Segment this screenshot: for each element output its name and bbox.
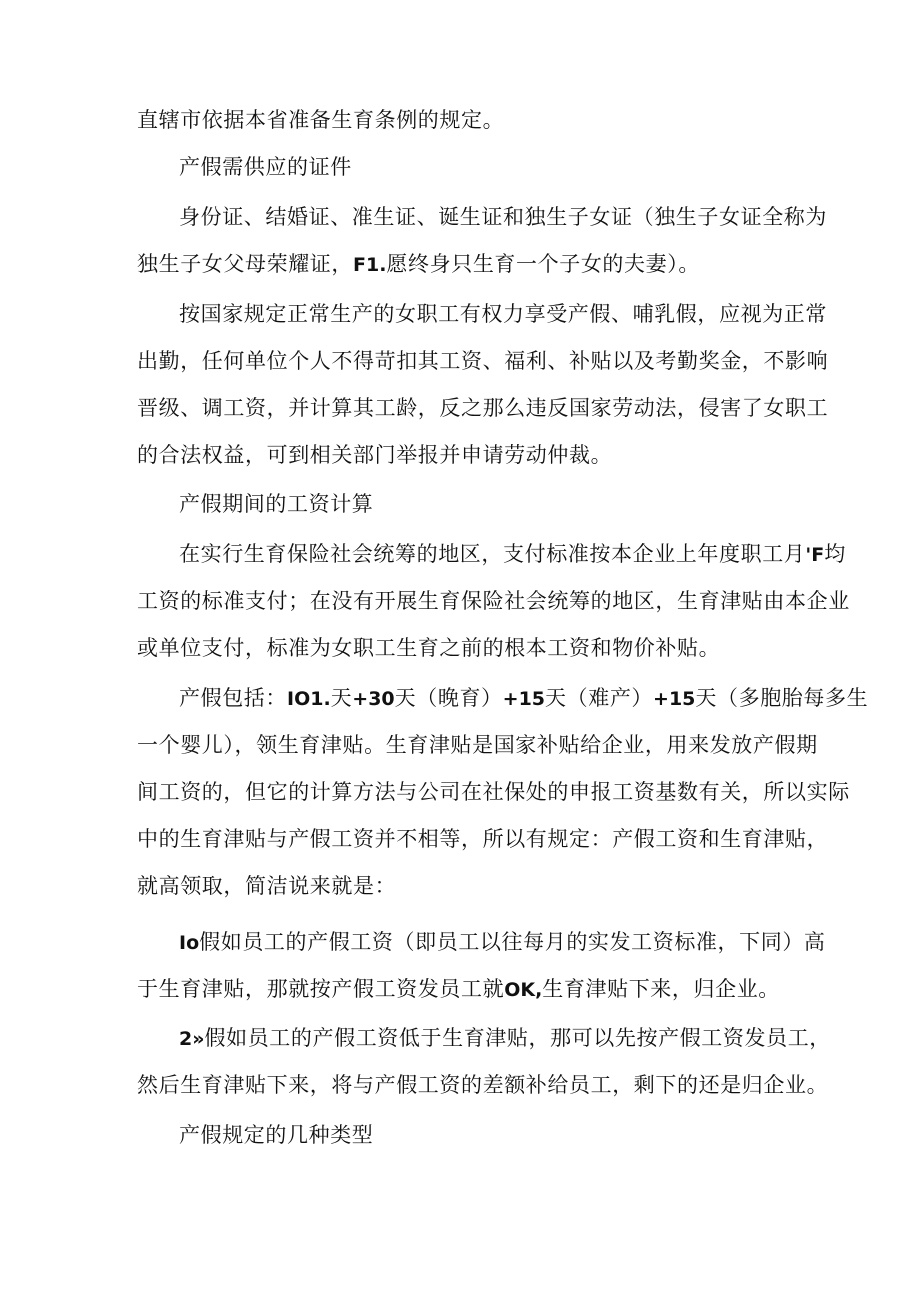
paragraph-line: 按国家规定正常生产的女职工有权力享受产假、哺乳假，应视为正常	[179, 302, 827, 326]
paragraph-line: 一个婴儿），领生育津贴。生育津贴是国家补贴给企业，用来发放产假期	[137, 733, 818, 757]
paragraph-line: 于生育津贴，那就按产假工资发员工就OK,生育津贴下来，归企业。	[137, 977, 780, 1001]
paragraph-line: 2»假如员工的产假工资低于生育津贴，那可以先按产假工资发员工，	[179, 1026, 831, 1050]
paragraph-line: 独生子女父母荣耀证，F1.愿终身只生育一个子女的夫妻）。	[137, 252, 700, 276]
paragraph-line: 晋级、调工资，并计算其工龄，反之那么违反国家劳动法，侵害了女职工	[137, 396, 829, 420]
paragraph-line: 就高领取，简洁说来就是：	[137, 874, 397, 898]
paragraph-line: 或单位支付，标准为女职工生育之前的根本工资和物价补贴。	[137, 636, 721, 660]
section-heading-documents: 产假需供应的证件	[179, 155, 352, 179]
paragraph-line: 产假包括：IO1.天+30天（晚育）+15天（难产）+15天（多胞胎每多生	[179, 686, 869, 710]
paragraph-line: 然后生育津贴下来，将与产假工资的差额补给员工，剩下的还是归企业。	[137, 1073, 829, 1097]
paragraph-line: 出勤，任何单位个人不得苛扣其工资、福利、补贴以及考勤奖金，不影响	[137, 349, 829, 373]
paragraph-line: 的合法权益，可到相关部门举报并申请劳动仲裁。	[137, 443, 613, 467]
paragraph-line: 在实行生育保险社会统筹的地区，支付标准按本企业上年度职工月'F均	[179, 542, 846, 566]
section-heading-wage-calculation: 产假期间的工资计算	[179, 492, 374, 516]
paragraph-line: 间工资的，但它的计算方法与公司在社保处的申报工资基数有关，所以实际	[137, 780, 850, 804]
paragraph-line: 直辖市依据本省准备生育条例的规定。	[137, 108, 505, 132]
paragraph-line: 中的生育津贴与产假工资并不相等，所以有规定：产假工资和生育津贴，	[137, 827, 829, 851]
paragraph-line: 身份证、结婚证、准生证、诞生证和独生子女证（独生子女证全称为	[179, 205, 827, 229]
paragraph-line: 工资的标准支付；在没有开展生育保险社会统筹的地区，生育津贴由本企业	[137, 589, 850, 613]
section-heading-leave-types: 产假规定的几种类型	[179, 1123, 374, 1147]
paragraph-line: Io假如员工的产假工资（即员工以往每月的实发工资标准，下同）高	[179, 930, 826, 954]
